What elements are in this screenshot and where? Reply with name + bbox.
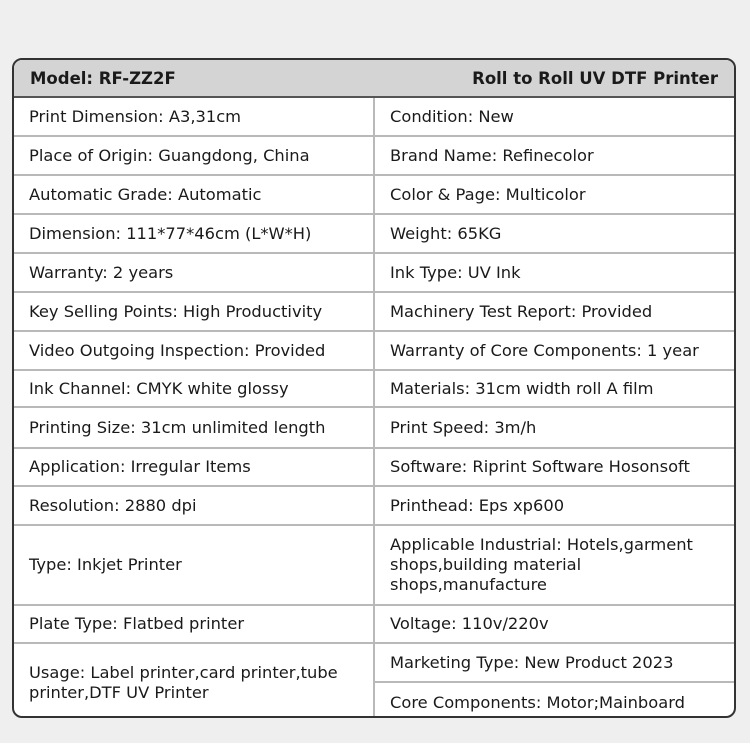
spec-cell: Automatic Grade: Automatic xyxy=(14,176,375,215)
spec-cell: Printhead: Eps xp600 xyxy=(375,487,734,526)
spec-cell: Applicable Industrial: Hotels,garment shops,building material shops,manufacture xyxy=(375,526,734,606)
spec-cell: Print Dimension: A3,31cm xyxy=(14,98,375,137)
spec-cell: Color & Page: Multicolor xyxy=(375,176,734,215)
spec-cell: Marketing Type: New Product 2023 xyxy=(375,644,734,683)
spec-cell: Plate Type: Flatbed printer xyxy=(14,606,375,644)
spec-cell: Application: Irregular Items xyxy=(14,449,375,487)
spec-cell: Ink Channel: CMYK white glossy xyxy=(14,371,375,408)
spec-cell: Dimension: 111*77*46cm (L*W*H) xyxy=(14,215,375,254)
spec-cell: Warranty of Core Components: 1 year xyxy=(375,332,734,371)
spec-cell: Warranty: 2 years xyxy=(14,254,375,293)
spec-cell: Key Selling Points: High Productivity xyxy=(14,293,375,332)
spec-cell: Video Outgoing Inspection: Provided xyxy=(14,332,375,371)
spec-cell: Printing Size: 31cm unlimited length xyxy=(14,408,375,449)
spec-cell: Core Components: Motor;Mainboard xyxy=(390,692,685,712)
spec-cell: Software: Riprint Software Hosonsoft xyxy=(375,449,734,487)
spec-cell: Weight: 65KG xyxy=(375,215,734,254)
spec-cell: Brand Name: Refinecolor xyxy=(375,137,734,176)
spec-cell: Resolution: 2880 dpi xyxy=(14,487,375,526)
spec-cell: Usage: Label printer,card printer,tube printer,DTF UV Printer xyxy=(14,644,375,718)
spec-cell: Place of Origin: Guangdong, China xyxy=(14,137,375,176)
spec-cell: Condition: New xyxy=(375,98,734,137)
spec-cell: Print Speed: 3m/h xyxy=(375,408,734,449)
model-label: Model: RF-ZZ2F xyxy=(30,68,176,88)
table-header xyxy=(14,60,734,98)
spec-cell: Machinery Test Report: Provided xyxy=(375,293,734,332)
spec-cell: Materials: 31cm width roll A film xyxy=(375,371,734,408)
spec-grid xyxy=(14,98,734,718)
product-name: Roll to Roll UV DTF Printer xyxy=(472,68,718,88)
spec-table xyxy=(12,58,736,718)
spec-cell: Ink Type: UV Ink xyxy=(375,254,734,293)
spec-cell: Voltage: 110v/220v xyxy=(375,606,734,644)
spec-cell: Type: Inkjet Printer xyxy=(14,526,375,606)
